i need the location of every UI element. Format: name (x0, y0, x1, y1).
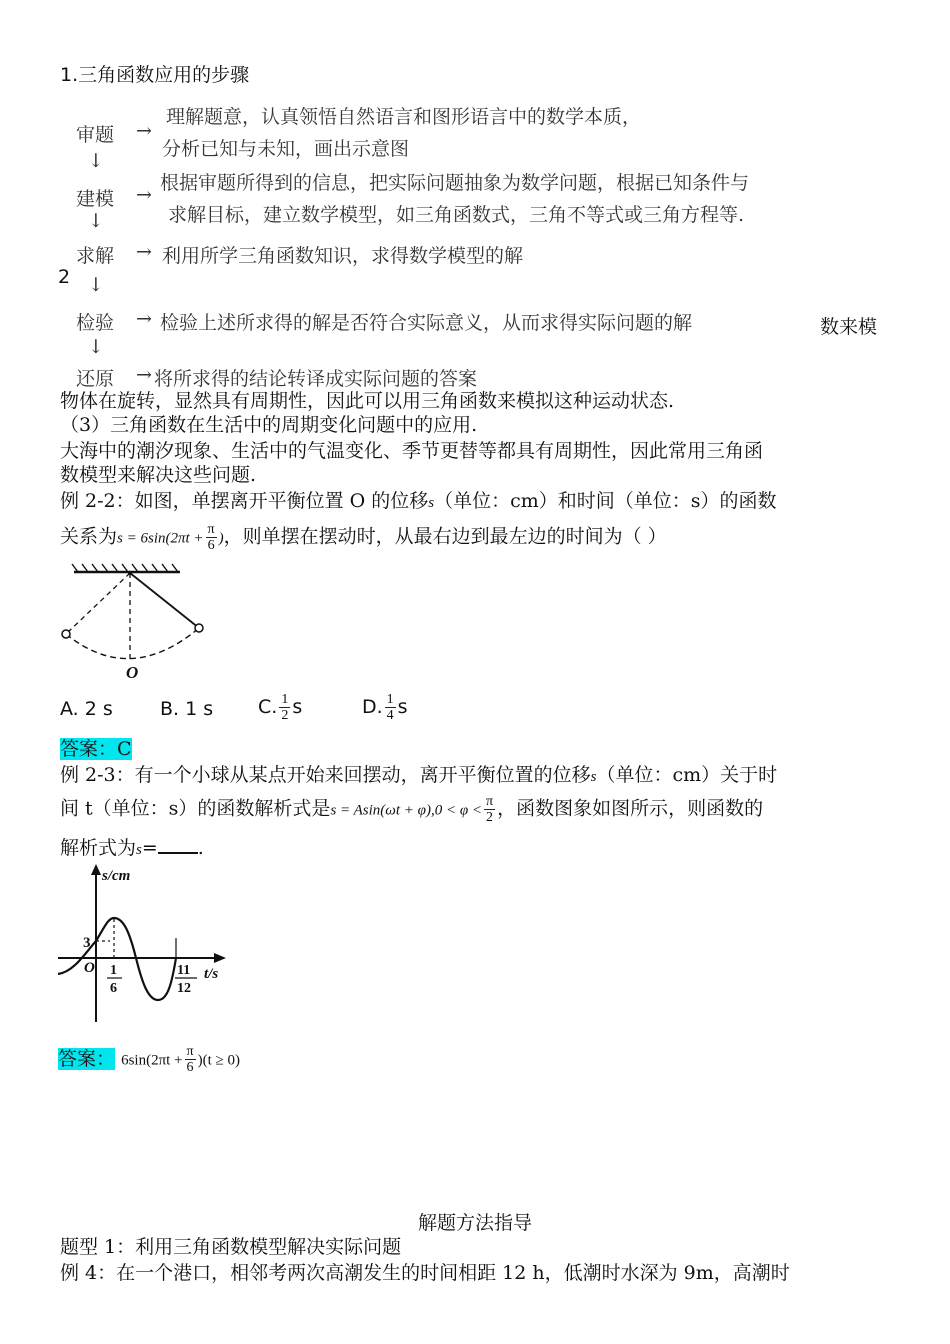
answer-highlight: 答案： (58, 1047, 116, 1070)
option-a: A. 2 s (60, 698, 113, 720)
text: . (197, 837, 204, 859)
option-b: B. 1 s (160, 698, 214, 720)
x-axis-label: t/s (204, 966, 219, 982)
x-tick-numerator: 1 (110, 963, 117, 978)
unit: s (292, 696, 303, 718)
x-tick-denominator: 12 (177, 981, 191, 996)
text: 关系为 (60, 525, 118, 548)
unit: s (397, 696, 408, 718)
answer-highlight: 答案：C (60, 738, 132, 760)
text: = (141, 837, 158, 859)
text: （单位：cm）关于时 (596, 764, 778, 786)
right-arrow-icon: → (136, 241, 152, 263)
text: 间 t（单位：s）的函数解析式是 (60, 797, 331, 820)
step-description: 根据审题所得到的信息，把实际问题抽象为数学问题，根据已知条件与 (160, 172, 750, 194)
text: （单位：cm）和时间（单位：s）的函数 (434, 490, 777, 512)
x-tick-numerator: 11 (177, 963, 191, 978)
formula: s = Asin(ωt + φ),0 < φ < (330, 802, 483, 819)
subsection-title: （3）三角函数在生活中的周期变化问题中的应用. (60, 414, 478, 436)
question-type-title: 题型 1：利用三角函数模型解决实际问题 (60, 1236, 402, 1258)
fraction (385, 692, 396, 723)
formula: )(t ≥ 0) (197, 1052, 240, 1069)
step-description: 理解题意，认真领悟自然语言和图形语言中的数学本质， (166, 106, 642, 128)
fraction (206, 522, 217, 553)
answer-2-2 (60, 736, 132, 762)
section-heading: 1.三角函数应用的步骤 (60, 64, 250, 86)
step-description: 检验上述所求得的解是否符合实际意义，从而求得实际问题的解 (160, 312, 693, 334)
right-arrow-icon: → (136, 308, 152, 330)
fraction (279, 692, 290, 723)
text: 解析式为 (60, 837, 137, 859)
text: ，则单摆在摆动时，从最右边到最左边的时间为（ ） (223, 525, 667, 548)
variable-s: s (428, 495, 435, 511)
option-d (362, 692, 408, 723)
variable-s: s (136, 842, 142, 858)
formula: ) (218, 530, 224, 547)
example-2-3-line2 (60, 794, 763, 825)
formula: s = 6sin(2πt + (117, 530, 204, 547)
step-description: 求解目标，建立数学模型，如三角函数式，三角不等式或三角方程等. (168, 204, 745, 226)
numerator: 1 (281, 692, 289, 707)
pendulum-figure (56, 560, 206, 685)
variable-s: s (590, 769, 597, 785)
answer-blank (158, 834, 198, 854)
down-arrow-icon: ↓ (88, 274, 104, 296)
y-tick-label: 3 (83, 935, 91, 951)
example-2-3-line3 (60, 834, 204, 863)
step-description: 利用所学三角函数知识，求得数学模型的解 (162, 245, 524, 267)
step-label: 建模 (76, 188, 115, 210)
answer-2-3 (58, 1044, 240, 1075)
denominator: 6 (207, 538, 215, 553)
denominator: 6 (186, 1060, 194, 1075)
denominator: 2 (486, 810, 494, 825)
right-arrow-icon: → (136, 120, 152, 142)
numerator: π (186, 1044, 194, 1059)
numerator: π (486, 794, 494, 809)
denominator: 4 (386, 708, 394, 723)
step-label: 检验 (76, 312, 115, 334)
example-2-3-line1 (60, 762, 777, 790)
paragraph: 物体在旋转，显然具有周期性，因此可以用三角函数来模拟这种运动状态. (60, 390, 675, 412)
fraction (185, 1044, 196, 1075)
covered-fragment: 数来模 (820, 316, 878, 338)
text: ，函数图象如图所示，则函数的 (497, 797, 764, 820)
step-label: 还原 (76, 368, 115, 390)
numerator: 1 (386, 692, 394, 707)
covered-fragment: 2 (58, 266, 71, 288)
sine-graph (56, 862, 228, 1034)
down-arrow-icon: ↓ (88, 336, 104, 358)
section-title: 解题方法指导 (417, 1212, 532, 1234)
step-label: 求解 (76, 245, 115, 267)
step-description: 分析已知与未知，画出示意图 (162, 138, 410, 160)
origin-label: O (84, 960, 95, 976)
paragraph: 数模型来解决这些问题. (60, 464, 257, 486)
down-arrow-icon: ↓ (88, 150, 104, 172)
step-label: 审题 (76, 124, 115, 146)
text: 例 2-3：有一个小球从某点开始来回摆动，离开平衡位置的位移 (60, 764, 591, 786)
x-tick-denominator: 6 (110, 981, 117, 996)
example-4: 例 4：在一个港口，相邻考两次高潮发生的时间相距 12 h，低潮时水深为 9m，高潮时 (60, 1262, 790, 1284)
example-2-2-line1 (60, 488, 777, 516)
example-2-2-line2 (60, 522, 667, 553)
pendulum-origin-label: O (126, 663, 139, 682)
right-arrow-icon: → (136, 364, 152, 386)
right-arrow-icon: → (136, 184, 152, 206)
formula: 6sin(2πt + (121, 1052, 183, 1069)
option-letter: D. (362, 696, 383, 718)
text: 例 2-2：如图，单摆离开平衡位置 O 的位移 (60, 490, 429, 512)
fraction (484, 794, 495, 825)
option-letter: C. (258, 696, 278, 718)
step-description: 将所求得的结论转译成实际问题的答案 (154, 368, 478, 390)
numerator: π (207, 522, 215, 537)
paragraph: 大海中的潮汐现象、生活中的气温变化、季节更替等都具有周期性，因此常用三角函 (60, 440, 764, 462)
denominator: 2 (281, 708, 289, 723)
down-arrow-icon: ↓ (88, 210, 104, 232)
y-axis-label: s/cm (102, 868, 131, 884)
option-c (258, 692, 302, 723)
